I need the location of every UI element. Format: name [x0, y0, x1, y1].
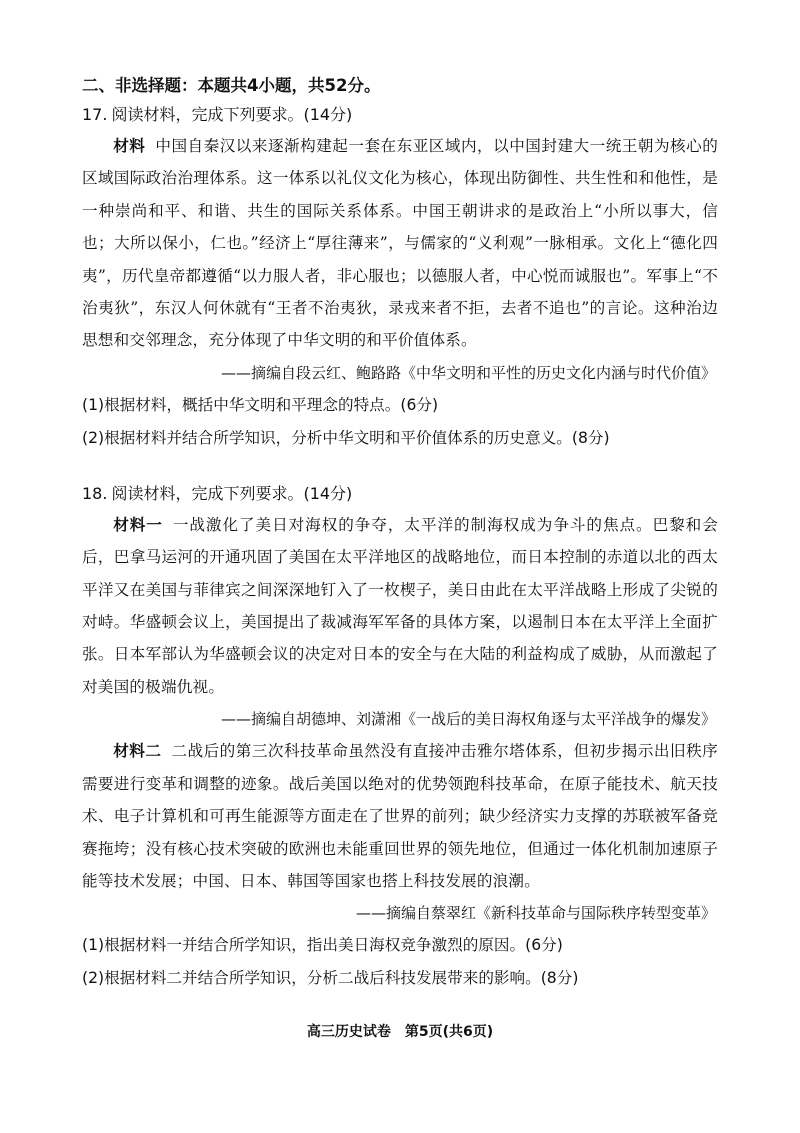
question-17-source: ——摘编自段云红、鲍路路《中华文明和平性的历史文化内涵与时代价值》 — [220, 363, 716, 382]
question-18-material-1 — [82, 509, 718, 703]
material-label: 材料 — [113, 137, 146, 155]
material-2-text: 二战后的第三次科技革命虽然没有直接冲击雅尔塔体系，但初步揭示出旧秩序需要进行变革和调整的迹象。战后美国以绝对的优势领跑科技革命，在原子能技术、航天技术、电子计算机和可再生能源等方面走在了世界的前列；缺少经济实力支撑的苏联被军备竞赛拖垮；没有核心技术突破的欧洲也未能重回世界的领先地位，但通过一体化机制加速原子能等技术发展；中国、日本、韩国等国家也搭上科技发展的浪潮。 — [82, 742, 718, 890]
page-footer: 高三历史试卷 第5页(共6页) — [306, 1024, 494, 1040]
spacer — [82, 455, 718, 479]
question-18-source-2: ——摘编自蔡翠红《新科技革命与国际秩序转型变革》 — [355, 904, 716, 923]
question-18-sub-2: (2)根据材料二并结合所学知识，分析二战后科技发展带来的影响。(8分) — [82, 969, 579, 988]
question-17-prompt: 阅读材料，完成下列要求。(14分) — [111, 105, 353, 124]
material-2-label: 材料二 — [113, 742, 162, 761]
question-17-number: 17. — [82, 105, 108, 124]
exam-page — [82, 72, 718, 995]
question-18-sub-1: (1)根据材料一并结合所学知识，指出美日海权竞争激烈的原因。(6分) — [82, 936, 563, 955]
question-17-sub-2: (2)根据材料并结合所学知识，分析中华文明和平价值体系的历史意义。(8分) — [82, 428, 610, 447]
question-18-number: 18. — [82, 483, 108, 503]
question-18-header — [82, 479, 718, 509]
question-18-source-1: ——摘编自胡德坤、刘潇湘《一战后的美日海权角逐与太平洋战争的爆发》 — [220, 710, 716, 729]
question-17-sub-1: (1)根据材料，概括中华文明和平理念的特点。(6分) — [82, 395, 439, 414]
question-17-material — [82, 130, 718, 357]
material-1-label: 材料一 — [113, 515, 163, 534]
section-title: 二、非选择题：本题共4小题，共52分。 — [82, 76, 381, 95]
question-17 — [82, 100, 718, 455]
question-18-prompt: 阅读材料，完成下列要求。(14分) — [111, 483, 353, 503]
material-1-text: 一战激化了美日对海权的争夺，太平洋的制海权成为争斗的焦点。巴黎和会后，巴拿马运河的开通巩固了美国在太平洋地区的战略地位，而日本控制的赤道以北的西太平洋又在美国与菲律宾之间深深地钉入了一枚楔子，美日由此在太平洋战略上形成了尖锐的对峙。华盛顿会议上，美国提出了裁减海军军备的具体方案，以遏制日本在太平洋上全面扩张。日本军部认为华盛顿会议的决定对日本的安全与在大陆的利益构成了威胁，从而激起了对美国的极端仇视。 — [82, 515, 718, 696]
material-text: 中国自秦汉以来逐渐构建起一套在东亚区域内，以中国封建大一统王朝为核心的区域国际政治治理体系。这一体系以礼仪文化为核心，体现出防御性、共生性和和他性，是一种崇尚和平、和谐、共生的国际关系体系。中国王朝讲求的是政治上“小所以事大，信也；大所以保小，仁也。”经济上“厚往薄来”，与儒家的“义利观”一脉相承。文化上“德化四夷”，历代皇帝都遵循“以力服人者，非心服也；以德服人者，中心悦而诚服也”。军事上“不治夷狄”，东汉人何休就有“王者不治夷狄，录戎来者不拒，去者不追也”的言论。这种治边思想和交邻理念，充分体现了中华文明的和平价值体系。 — [82, 137, 718, 350]
question-18-material-2 — [82, 735, 718, 897]
question-17-header — [82, 100, 718, 130]
question-18 — [82, 479, 718, 995]
